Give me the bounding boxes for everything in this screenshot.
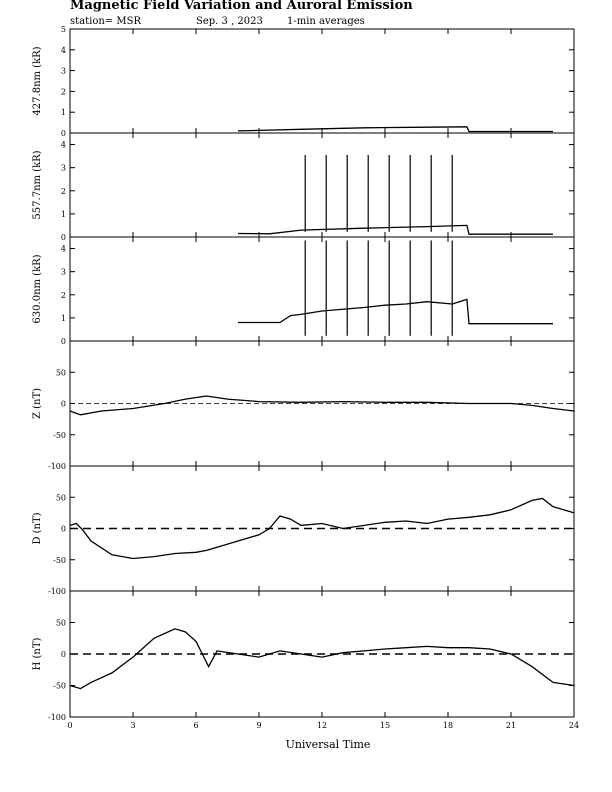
y-tick-label: 4 — [60, 244, 66, 254]
y-tick-label: 2 — [60, 87, 66, 97]
station-label: station= MSR — [70, 16, 141, 27]
x-tick-label: 24 — [568, 721, 580, 730]
panel-2 — [32, 133, 574, 242]
series-line-1 — [238, 299, 553, 323]
x-tick-label: 9 — [256, 721, 262, 730]
y-tick-label: 3 — [60, 66, 66, 76]
y-tick-label: -50 — [53, 555, 66, 565]
x-tick-label: 18 — [442, 721, 454, 730]
y-axis-label: 427.8nm (kR) — [32, 46, 43, 116]
averaging-label: 1-min averages — [287, 16, 365, 27]
y-tick-label: 2 — [60, 186, 66, 196]
y-tick-label: 0 — [60, 233, 66, 242]
y-tick-label: 2 — [60, 290, 66, 300]
y-tick-label: -100 — [48, 713, 66, 722]
y-tick-label: 50 — [55, 618, 66, 628]
y-tick-label: 0 — [60, 650, 66, 659]
panel-5 — [32, 466, 574, 596]
panel-frame — [70, 133, 574, 237]
series-line-1 — [70, 396, 574, 415]
panel-1 — [32, 25, 574, 138]
panel-4 — [32, 341, 574, 471]
x-tick-label: 6 — [193, 721, 199, 730]
y-tick-label: 4 — [60, 140, 66, 150]
series-line-1 — [238, 225, 553, 234]
y-tick-label: 3 — [60, 163, 66, 173]
x-tick-label: 0 — [67, 721, 73, 730]
series-line-1 — [238, 127, 553, 132]
x-tick-label: 12 — [316, 721, 328, 730]
y-tick-label: 5 — [60, 25, 66, 34]
y-tick-label: 50 — [55, 368, 66, 378]
y-tick-label: 1 — [60, 209, 66, 219]
y-tick-label: 0 — [60, 129, 66, 138]
panel-6 — [32, 591, 574, 722]
y-axis-label: Z (nT) — [32, 387, 43, 420]
panels — [32, 25, 579, 730]
series-line-1 — [70, 629, 574, 689]
y-axis-label: H (nT) — [32, 637, 43, 671]
y-tick-label: 50 — [55, 493, 66, 503]
y-tick-label: -50 — [53, 681, 66, 691]
panel-3 — [32, 237, 574, 346]
chart-title: Magnetic Field Variation and Auroral Emission — [70, 0, 413, 13]
x-axis-label: Universal Time — [285, 738, 371, 751]
y-tick-label: 1 — [60, 108, 66, 118]
y-tick-label: 1 — [60, 313, 66, 323]
date-label: Sep. 3 , 2023 — [196, 16, 263, 27]
y-tick-label: -100 — [48, 587, 66, 596]
x-tick-label: 15 — [379, 721, 391, 730]
x-tick-label: 3 — [130, 721, 136, 730]
y-tick-label: 0 — [60, 337, 66, 346]
y-axis-label: 630.0nm (kR) — [32, 254, 43, 324]
y-tick-label: 4 — [60, 45, 66, 55]
panel-frame — [70, 237, 574, 341]
y-tick-label: -50 — [53, 430, 66, 440]
x-tick-label: 21 — [505, 721, 517, 730]
y-axis-label: 557.7nm (kR) — [32, 150, 43, 220]
y-tick-label: 3 — [60, 267, 66, 277]
panel-frame — [70, 29, 574, 133]
y-tick-label: 0 — [60, 399, 66, 409]
y-tick-label: -100 — [48, 462, 66, 471]
y-tick-label: 0 — [60, 524, 66, 534]
y-axis-label: D (nT) — [32, 512, 43, 545]
